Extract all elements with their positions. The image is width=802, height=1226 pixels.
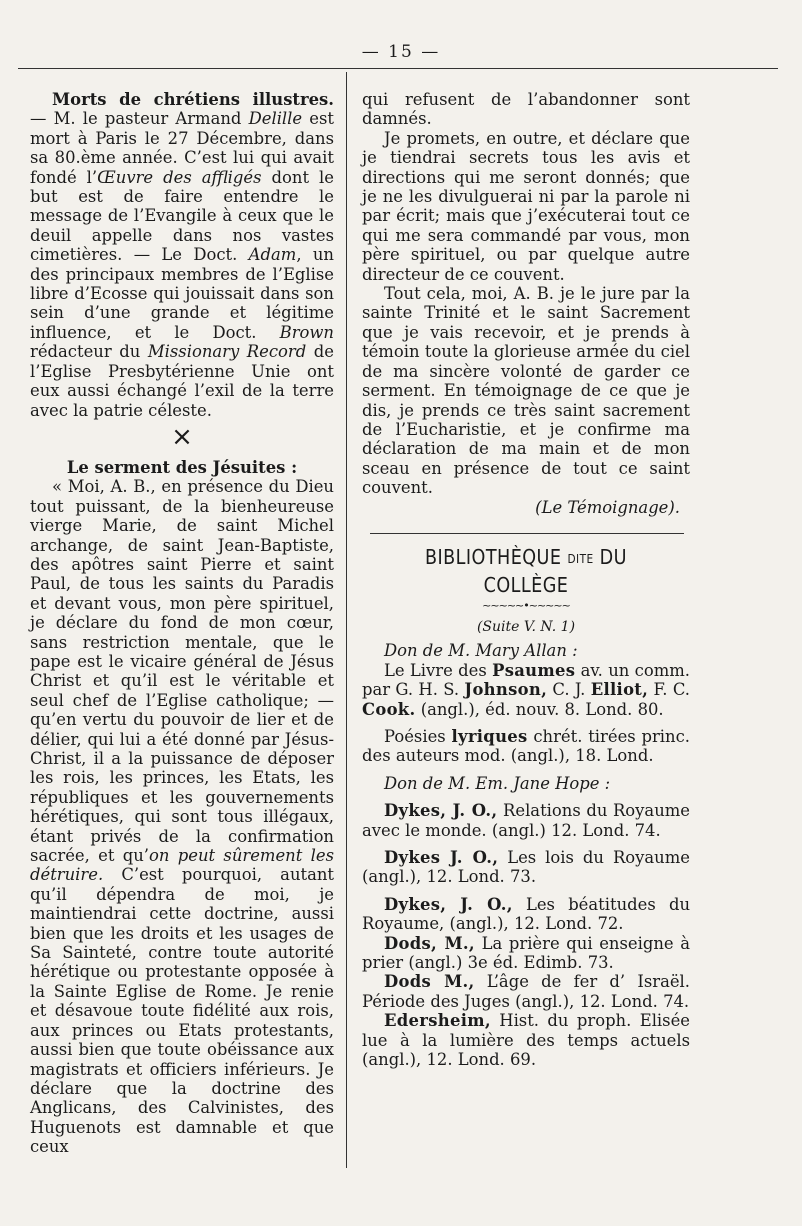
- text-run: Johnson,: [464, 680, 548, 700]
- text-run: , un des principaux membres de l’Eglise libre d’Ecosse qui jouissait dans son sein d’une grande et légitime influence, et le Doct.: [30, 245, 334, 342]
- text-run: Missionary Record: [147, 342, 307, 362]
- text-run: Edersheim,: [384, 1011, 491, 1031]
- catalog-entry: [362, 934, 690, 973]
- text-run: Le Livre des: [384, 660, 493, 680]
- text-run: (angl.), éd. nouv. 8. Lond. 80.: [415, 699, 664, 719]
- oath-paragraph-1-continued: [362, 90, 690, 129]
- text-run: Dykes, J. O.,: [384, 894, 513, 914]
- source-attribution: (Le Témoignage).: [535, 497, 680, 517]
- catalog-entry: [362, 727, 690, 766]
- library-heading-word-3: DU COLLÈGE: [483, 544, 627, 597]
- text-run: av. un comm. par G. H. S.: [362, 660, 690, 700]
- header-rule: [18, 68, 778, 69]
- library-heading-word-2: DITE: [567, 551, 594, 566]
- text-run: Les béatitudes du Royaume, (angl.), 12. Lond. 72.: [362, 894, 691, 934]
- continuation-note: (Suite V. N. 1): [476, 618, 576, 635]
- text-run: C. J.: [547, 680, 591, 700]
- text-run: F. C.: [648, 680, 690, 700]
- text-run: Psaumes: [492, 660, 576, 680]
- text-run: Relations du Royaume avec le monde. (angl.) 12. Lond. 74.: [362, 801, 690, 840]
- donor-line-1: Don de M. Mary Allan :: [384, 641, 578, 661]
- text-run: — M. le pasteur Armand: [30, 109, 249, 129]
- text-run: L’âge de fer d’ Israël. Période des Juges (angl.), 12. Lond. 74.: [362, 972, 690, 1011]
- catalog-entry: [362, 848, 690, 887]
- text-run: dont le but est de faire entendre le message de l’Evangile à ceux que le deuil appelle dans nos vastes cimetières. — Le Doct.: [30, 167, 334, 265]
- text-run: qui refusent de l’abandonner sont damnés.: [362, 90, 690, 129]
- text-run: est mort à Paris le 27 Décembre, dans sa 80.ème année. C’est lui qui avait fondé l’: [30, 109, 334, 187]
- text-run: Brown: [279, 322, 334, 342]
- text-run: Œuvre des affligés: [97, 167, 262, 187]
- text-run: Poésies: [384, 726, 452, 746]
- text-run: Dods M.,: [384, 972, 475, 992]
- text-run: Cook.: [362, 699, 416, 719]
- text-run: lyriques: [451, 726, 528, 746]
- oath-paragraph-3: [362, 284, 690, 497]
- jesuit-oath-heading: Le serment des Jésuites :: [66, 457, 298, 477]
- catalog-entry: [362, 801, 690, 840]
- text-run: Les lois du Royaume (angl.), 12. Lond. 73.: [362, 848, 690, 887]
- text-run: de l’Eglise Presbytérienne Unie ont eux aussi échangé l’exil de la terre avec la patrie céleste.: [30, 342, 334, 420]
- section-rule: [370, 533, 684, 534]
- text-run: Hist. du proph. Elisée lue à la lumière des temps actuels (angl.), 12. Lond. 69.: [362, 1011, 690, 1070]
- text-run: rédacteur du: [30, 342, 148, 362]
- text-run: « Moi, A. B., en présence du Dieu tout puissant, de la bienheureuse vierge Marie, de saint Michel archange, de saint Jean-Baptiste, des apôtres saint Pierre et saint Paul, de tous les saints du Paradis et devant vous, mon père spirituel, je déclare du fond de mon cœur, sans restriction mentale, que le pape est le vicaire général de Jésus Christ et qu’il est le véritable et seul chef de l’Eglise catholique; — qu’en vertu du pouvoir de lier et de délier, qui lui a été donné par Jésus-Christ, il a la puissance de déposer les rois, les princes, les Etats, les républiques et les gouvernements hérétiques, qui sont tous illégaux, étant privés de la confirmation sacrée, et qu’: [30, 477, 334, 866]
- text-run: Morts de chrétiens illustres.: [52, 90, 334, 109]
- text-run: Dykes J. O.,: [384, 848, 499, 867]
- catalog-entry: [362, 661, 690, 719]
- oath-paragraph-2: [362, 129, 690, 284]
- text-run: Je promets, en outre, et déclare que je tiendrai secrets tous les avis et directions qui me seront donnés; que je ne les divulguerai ni par la parole ni par écrit; mais que j’exécuterai tout ce qui me sera commandé par vous, mon père spirituel, ou par quelque autre directeur de ce couvent.: [362, 128, 690, 284]
- oath-paragraph-1: [30, 477, 334, 1156]
- section-separator-cross: ×: [171, 421, 193, 452]
- text-run: Delille: [248, 109, 303, 129]
- text-run: Dykes, J. O.,: [384, 801, 498, 821]
- right-column: [362, 90, 690, 1069]
- ornament-flourish: ~~~~~•~~~~~: [482, 598, 570, 612]
- catalog-entry: [362, 1011, 690, 1069]
- text-run: chrét. tirées princ. des auteurs mod. (angl.), 18. Lond.: [362, 726, 690, 766]
- catalog-entry: [362, 972, 690, 1011]
- catalog-entry: [362, 895, 690, 934]
- text-run: Adam: [248, 245, 297, 265]
- column-divider: [346, 72, 347, 1168]
- text-run: La prière qui enseigne à prier (angl.) 3e éd. Edimb. 73.: [362, 933, 690, 973]
- left-column: [30, 90, 334, 1157]
- donor-line-2: Don de M. Em. Jane Hope :: [384, 773, 611, 793]
- text-run: on peut sûrement les détruire.: [30, 846, 334, 885]
- obituary-paragraph: [30, 90, 334, 420]
- library-heading: [382, 544, 671, 598]
- text-run: Elliot,: [590, 680, 649, 700]
- text-run: Dods, M.,: [384, 933, 475, 953]
- text-run: Tout cela, moi, A. B. je le jure par la sainte Trinité et le saint Sacrement que je vais recevoir, et je prends à témoin toute la glorieuse armée du ciel de ma sincère volonté de garder ce serment. En témoignage de ce que je dis, je prends ce très saint sacrement de l’Eucharistie, et je confirme ma déclaration de ma main et de mon sceau en présence de tout ce saint couvent.: [362, 284, 690, 498]
- library-heading-word-1: BIBLIOTHÈQUE: [425, 544, 562, 569]
- page-number: — 15 —: [361, 42, 441, 62]
- text-run: C’est pourquoi, autant qu’il dépendra de moi, je maintiendrai cette doctrine, aussi bien que les droits et les usages de Sa Sainteté, contre toute autorité hérétique ou protestante opposée à la Sainte Eglise de Rome. Je renie et désavoue toute fidélité aux rois, aux princes ou Etats protestants, aussi bien que toute obéissance aux magistrats et officiers inférieurs. Je déclare que la doctrine des Anglicans, des Calvinistes, des Huguenots est damnable et que ceux: [30, 865, 334, 1157]
